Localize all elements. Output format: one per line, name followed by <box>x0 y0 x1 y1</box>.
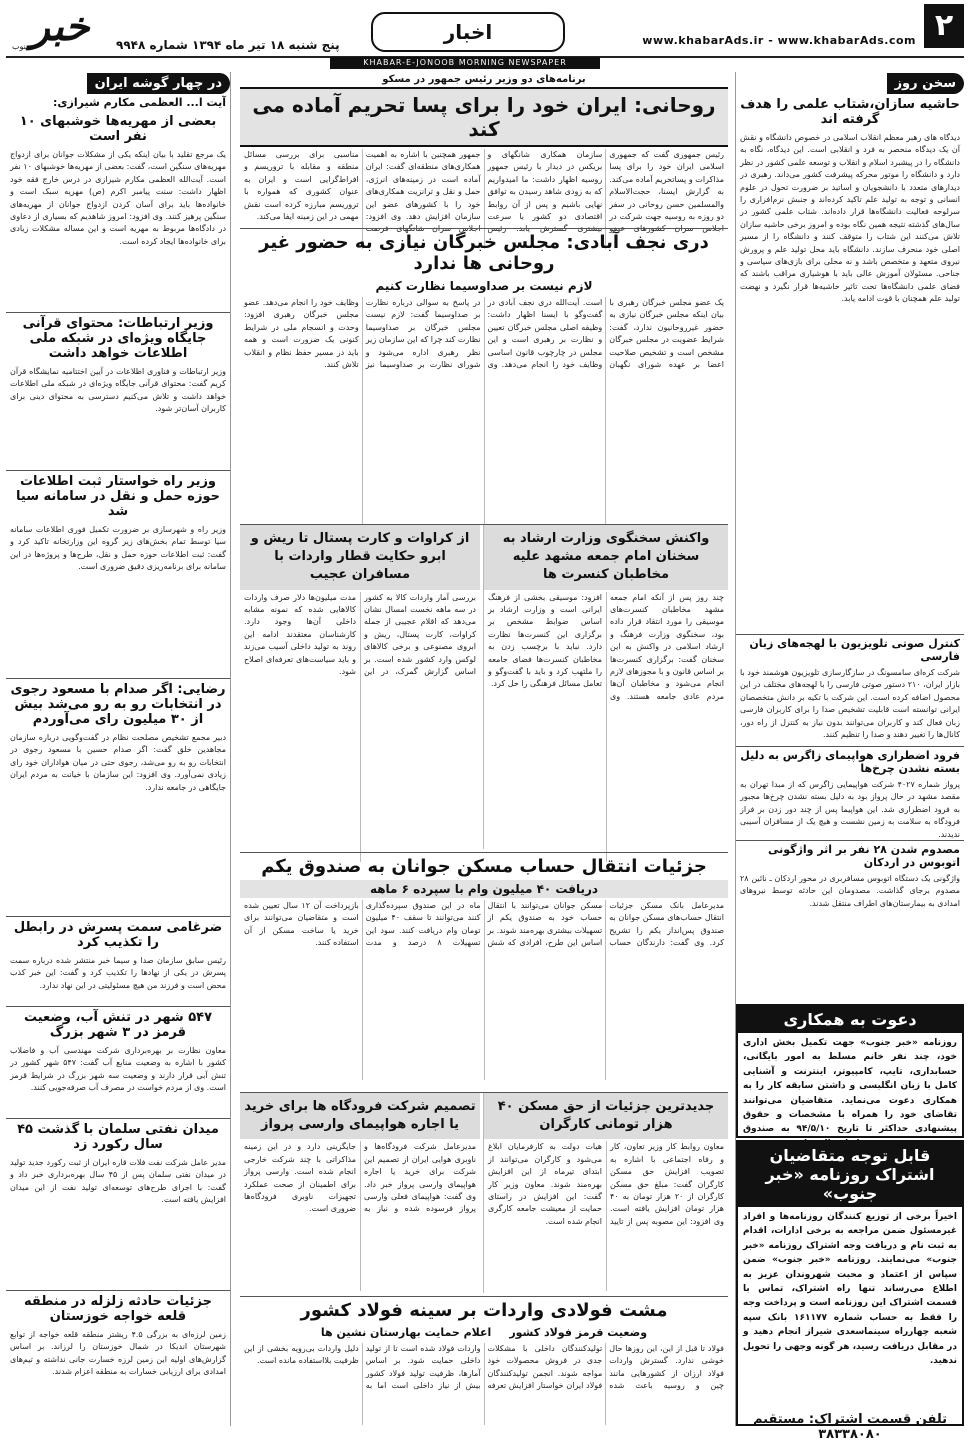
flight-body: پرواز شماره ۴۰۲۷ شرکت هواپیمایی زاگرس که از مبدا تهران به مقصد مشهد در حال پرواز بود به دلیل بسته نشدن چرخ‌ها مجبور به فرود اضطراری شد. این هواپیما پس از چند دور زدن بر فراز فرودگاه به سلامت به زمین نشست و هیچ یک از مسافران آسیبی ندیدند. <box>740 780 960 839</box>
subscription-title: قابل توجه متقاضیان اشتراک روزنامه «خبر جنوب» <box>738 1142 962 1207</box>
subscription-ad <box>736 1140 964 1442</box>
article-rouhani <box>240 72 728 234</box>
body-roads: وزیر راه و شهرسازی بر ضرورت تکمیل فوری اطلاعات سامانه سیا توسط تمام بخش‌های زیر گروه این وزارتخانه تاکید کرد و گفت: ثبت اطلاعات حوزه حمل و نقل، طرح‌ها و پروژه‌ها در این سامانه برای برنامه‌ریزی دقیق ضروری است. <box>10 525 226 572</box>
body-steel: فولاد تا قبل از این، این روزها حال خوشی ندارد. گسترش واردات فولاد ارزان از کشورهایی مانند چین و روسیه باعث شده تولیدکنندگان داخلی با مشکلات جدی در فروش محصولات خود مواجه شوند. انجمن تولیدکنندگان فولاد ایران خواستار افزایش تعرفه واردات فولاد شده است تا از تولید داخلی حمایت شود. بر اساس آمارها، ظرفیت تولید فولاد کشور بیش از نیاز داخلی است اما به دلیل واردات بی‌رویه بخشی از این ظرفیت بلااستفاده مانده است. <box>244 1344 724 1391</box>
tv-body: شرکت کره‌ای سامسونگ در سازگارسازی تلویزیون هوشمند خود با بازار ایران، ۲۱۰ دستور صوتی فارسی را با لهجه‌های مختلف در این محصول اضافه کرده است. این شرکت با تکیه بر دانش متخصصان ایرانی توانسته است قابلیت تشخیص صدا را برای کاربران فارسی زبان فعال کند و کاربران می‌توانند بدون نیاز به کنترل از راه دور، کانال‌ها را تغییر دهند و صدا را تنظیم کنند. <box>740 668 960 739</box>
body-makarem: یک مرجع تقلید با بیان اینکه یکی از مشکلات جوانان برای ازدواج مهریه‌های سنگین است، گفت: بعضی از مهریه‌ها خوشبهای ۱۰ نفر است. آیت‌الله العظمی مکارم شیرازی در درس خارج فقه خود اظهار داشت: سنت پیامبر اکرم (ص) مهریه سبک است و خانواده‌ها باید برای آسان کردن ازدواج جوانان از مهریه‌های سنگین پرهیز کنند. وی افزود: امروز شاهدیم که بسیاری از دعاوی در دادگاه‌ها مربوط به مهریه است و این مساله مشکلات زیادی برای خانواده‌ها ایجاد کرده است. <box>10 150 226 246</box>
newspaper-logo: خبر <box>30 3 90 50</box>
article-rezaei <box>6 678 230 915</box>
author-makarem: آیت ا... العظمی مکارم شیرازی: <box>53 96 226 109</box>
article-workers <box>483 1093 728 1293</box>
body-workers: معاون روابط کار وزیر تعاون، کار و رفاه اجتماعی با اشاره به تصویب افزایش حق مسکن کارگران گفت: مبلغ حق مسکن کارگران از ۲۰ هزار تومان به ۴۰ هزار تومان افزایش یافته است. وی افزود: این مصوبه پس از تایید هیات دولت به کارفرمایان ابلاغ می‌شود و کارگران می‌توانند از ابتدای تیرماه از این افزایش بهره‌مند شوند. معاون وزیر کار گفت: این افزایش در راستای حمایت از معیشت جامعه کارگری انجام شده است. <box>488 1142 724 1226</box>
section-title: اخبار <box>371 12 565 52</box>
article-water <box>6 1006 230 1117</box>
title-makarem: بعضی از مهریه‌ها خوشبهای ۱۰ نفر است <box>19 114 217 144</box>
article-row-2 <box>240 524 728 849</box>
page-number: ۲ <box>924 4 964 48</box>
left-rubric: در چهار گوشه ایران <box>87 73 230 94</box>
title-water: ۵۴۷ شهر در تنش آب، وضعیت قرمز در ۳ شهر بزرگ <box>23 1010 213 1040</box>
newspaper-logo-sub: جنوب <box>12 42 32 51</box>
article-ershad <box>483 525 728 849</box>
editorial-body: دیدگاه های رهبر معظم انقلاب اسلامی در خصوص دانشگاه و نقش آن یک دیدگاه منحصر به فرد و انقلابی است. این دیدگاه، نگاه به دانشگاه را در پیشبرد اسلام و انقلاب و توسعه علمی کشور در نظر دارد و دانشگاه را موتور محرکه پیشرفت کشور می‌داند. رهبری در دیدارهای متعدد با دانشجویان و اساتید بر ضرورت تحول در علوم انسانی و توجه به تولید علم تاکید کرده‌اند و جنبش نرم‌افزاری را سرلوحه فعالیت دانشگاه‌ها قرار داده‌اند. شتاب علمی کشور در سال‌های گذشته نتیجه همین نگاه بوده و امروز برخی حاشیه سازان تلاش می‌کنند این شتاب را متوقف کنند و دانشگاه را از مسیر اصلی خود منحرف سازند. دانشگاه باید محل تولید علم و پرورش نیروی متعهد و متخصص باشد و نه محلی برای بازی‌های سیاسی و جناحی. مسئولان آموزش عالی باید با هوشیاری مراقب باشند که فضای علمی دانشگاه‌ها تحت تاثیر حاشیه‌ها قرار نگیرد و نهضت تولید علم همچنان با قوت ادامه یابد. <box>740 133 960 304</box>
article-steel <box>240 1296 728 1427</box>
subhead-dorri: لازم نیست بر صداوسیما نظارت کنیم <box>375 279 593 293</box>
headline-maskan: جزئیات انتقال حساب مسکن جوانان به صندوق یکم <box>261 856 707 877</box>
hiring-ad <box>736 1004 964 1138</box>
body-ict: وزیر ارتباطات و فناوری اطلاعات در آیین اختتامیه نمایشگاه قرآن کریم گفت: محتوای قرآنی جایگاه ویژه‌ای در شبکه ملی اطلاعات خواهد داشت و تلاش می‌کنیم دسترسی به محتوای دینی برای کاربران آسان‌تر شود. <box>10 367 226 414</box>
article-ict <box>6 312 230 469</box>
title-quake: جزئیات حادثه زلزله در منطقه قلعه خواجه خوزستان <box>23 1294 212 1324</box>
editorial-block <box>736 72 964 632</box>
body-dorri: یک عضو مجلس خبرگان رهبری با بیان اینکه مجلس خبرگان نیازی به حضور غیرروحانیون ندارد، گفت: شرایط عضویت در مجلس خبرگان مشخص است و تشخیص صلاحیت اعضا بر عهده شورای نگهبان است. آیت‌الله دری نجف آبادی در گفت‌وگو با ایسنا اظهار داشت: وظیفه اصلی مجلس خبرگان تعیین و نظارت بر رهبری است و این مجلس در چارچوب قانون اساسی وظایف خود را انجام می‌دهد. وی در پاسخ به سوالی درباره نظارت بر صداوسیما گفت: لازم نیست مجلس خبرگان بر صداوسیما نظارت کند چرا که این سازمان زیر نظر رهبری اداره می‌شود و شورای نظارت بر صداوسیما نیز وظایف خود را انجام می‌دهد. عضو مجلس خبرگان رهبری افزود: وحدت و انسجام ملی در شرایط کنونی یک ضرورت است و همه باید در مسیر حفظ نظام و انقلاب تلاش کنند. <box>244 298 724 369</box>
article-roads <box>6 470 230 677</box>
bus-title: مصدوم شدن ۲۸ نفر بر اثر واژگونی اتوبوس در اردکان <box>768 843 960 869</box>
editorial-title: حاشیه سازان،شتاب علمی را هدف گرفته اند <box>740 97 960 127</box>
article-maskan <box>240 852 728 1089</box>
steel-subheads <box>240 1324 728 1341</box>
flight-title: فرود اضطراری هواپیمای زاگرس به دلیل بسته نشدن چرخ‌ها <box>740 749 960 775</box>
article-imports <box>240 525 480 849</box>
tv-title: کنترل صوتی تلویزیون با لهجه‌های زبان فارسی <box>749 637 960 663</box>
body-ershad: چند روز پس از آنکه امام جمعه مشهد مخاطبان کنسرت‌های موسیقی را مورد انتقاد قرار داده بود، سخنگوی وزارت فرهنگ و ارشاد اسلامی در واکنش به این سخنان گفت: برگزاری کنسرت‌ها بر اساس قانون و با مجوزهای لازم انجام می‌شود و مخاطبان آن‌ها مردم عادی جامعه هستند. وی افزود: موسیقی بخشی از فرهنگ ایرانی است و وزارت ارشاد بر اساس ضوابط مشخص بر برگزاری این کنسرت‌ها نظارت دارد. نباید با برچسب زدن به مخاطبان کنسرت‌ها فضای جامعه را ملتهب کرد و باید با گفت‌وگو و تعامل مسائل فرهنگی را حل کرد. <box>488 592 724 701</box>
article-airports <box>240 1093 480 1293</box>
flight-news <box>736 746 964 839</box>
body-water: معاون نظارت بر بهره‌برداری شرکت مهندسی آب و فاضلاب کشور با اشاره به وضعیت منابع آب گفت: ۵۴۷ شهر کشور در تنش آبی قرار دارند و وضعیت سه شهر بزرگ در شرایط قرمز است. وی از مردم خواست در مصرف آب صرفه‌جویی کنند. <box>10 1046 226 1093</box>
title-zarghami: ضرغامی سمت پسرش در رابطل را تکذیب کرد <box>13 920 223 950</box>
headline-steel: مشت فولادی واردات بر سینه فولاد کشور <box>300 1300 668 1321</box>
website-urls[interactable]: www.khabarAds.ir - www.khabarAds.com <box>642 34 916 47</box>
bus-news <box>736 840 964 1001</box>
subscription-body: اخیراً برخی از توزیع کنندگان روزنامه‌ها و افراد غیرمسئول ضمن مراجعه به برخی ادارات، اقدام به ثبت نام و دریافت وجه اشتراک روزنامه «خبر جنوب» می‌نمایند. روزنامه «خبر جنوب» ضمن سپاس از اعتماد و محبت شهروندان عزیز به اطلاع می‌رساند تنها راه اشتراک، تماس با قسمت اشتراک این روزنامه است و پرداخت وجه را فقط به حساب شماره ۱۶۱۱۷۷ بانک سپه شعبه چهارراه سینماسعدی شیراز انجام دهید و در مقابل دریافت رسید، هر گونه وجهی را تحویل ندهید. <box>743 1212 957 1366</box>
body-zarghami: رئیس سابق سازمان صدا و سیما خبر منتشر شده درباره سمت پسرش در یکی از نهادها را تکذیب کرد و گفت: این خبر کذب محض است و فرزند من هیچ مسئولیتی در این نهاد ندارد. <box>10 956 226 990</box>
body-oilfield: مدیر عامل شرکت نفت فلات قاره ایران از ثبت رکورد جدید تولید در میدان نفتی سلمان پس از ۴۵ سال بهره‌برداری خبر داد و گفت: با اجرای طرح‌های توسعه‌ای تولید نفت از این میدان افزایش یافته است. <box>10 1158 226 1205</box>
headline-airports: تصمیم شرکت فرودگاه ها برای خرید یا اجاره هواپیمای وارسی پرواز <box>240 1093 480 1139</box>
tv-news <box>736 634 964 745</box>
subhead-steel-support: اعلام حمایت بهارستان نشین ها <box>320 1326 492 1339</box>
masthead <box>6 4 964 58</box>
article-oilfield <box>6 1118 230 1289</box>
hiring-title: دعوت به همکاری <box>738 1006 962 1033</box>
body-maskan: مدیرعامل بانک مسکن جزئیات انتقال حساب‌های مسکن جوانان به صندوق پس‌انداز یکم را تشریح کرد. وی گفت: دارندگان حساب مسکن جوانان می‌توانند با انتقال حساب خود به صندوق یکم از تسهیلات بیشتری بهره‌مند شوند. بر اساس این طرح، افرادی که شش ماه در این صندوق سپرده‌گذاری کنند می‌توانند تا سقف ۴۰ میلیون تومان وام دریافت کنند. سود این تسهیلات ۸ درصد و مدت بازپرداخت آن ۱۲ سال تعیین شده است و متقاضیان می‌توانند برای خرید یا ساخت مسکن از آن استفاده کنند. <box>244 901 724 948</box>
english-band: KHABAR-E-JONOOB MORNING NEWSPAPER <box>330 57 600 69</box>
article-zarghami <box>6 916 230 1005</box>
article-quake <box>6 1290 230 1427</box>
dateline: پنج شنبه ۱۸ تیر ماه ۱۳۹۴ شماره ۹۹۴۸ <box>116 38 340 52</box>
bus-body: واژگونی یک دستگاه اتوبوس مسافربری در محور اردکان ـ نائین ۲۸ مصدوم برجای گذاشت. مصدومان این حادثه توسط نیروهای امدادی به بیمارستان‌های اطراف منتقل شدند. <box>740 874 960 908</box>
subscription-phone[interactable]: تلفن قسمت اشتراک: مستقیم ۳۸۳۳۸۰۸۰ <box>752 1412 948 1442</box>
body-imports: بررسی آمار واردات کالا به کشور در سه ماهه نخست امسال نشان می‌دهد که اقلام عجیبی از جمله کراوات، کارت پستال، ریش و ابروی مصنوعی و برخی کالاهای لوکس وارد کشور شده است. بر اساس گزارش گمرک، در این مدت میلیون‌ها دلار صرف واردات کالاهایی شده که نمونه مشابه داخلی آن‌ها وجود دارد. کارشناسان معتقدند ادامه این روند به تولید داخلی آسیب می‌زند و باید سیاست‌های تعرفه‌ای اصلاح شود. <box>244 592 476 676</box>
article-dorri <box>240 228 728 521</box>
editorial-rubric: سخن روز <box>887 73 964 94</box>
title-ict: وزیر ارتباطات: محتوای قرآنی جایگاه ویژه‌ای در شبکه ملی اطلاعات خواهد داشت <box>22 316 214 361</box>
title-oilfield: میدان نفتی سلمان با گذشت ۴۵ سال رکورد زد <box>17 1122 219 1152</box>
headline-ershad: واکنش سخنگوی وزارت ارشاد به سخنان امام جمعه مشهد علیه مخاطبان کنسرت ها <box>484 525 728 590</box>
hiring-body: روزنامه «خبر جنوب» جهت تکمیل بخش اداری خود، چند نفر خانم مسلط به امور بایگانی، حسابداری، تایپ، کامپیوتر، اینترنت و آشنایی کامل با زبان انگلیسی و داشتن سابقه کار را به همکاری دعوت می‌نماید. متقاضیان می‌توانند تقاضای خود را همراه با مشخصات و حقوق پیشنهادی حداکثر تا تاریخ ۹۴/۵/۱۰ به صندوق <box>743 1038 957 1135</box>
title-roads: وزیر راه خواستار ثبت اطلاعات حوزه حمل و نقل در سامانه سیا شد <box>16 474 220 519</box>
right-column <box>735 72 964 1442</box>
body-rezaei: دبیر مجمع تشخیص مصلحت نظام در گفت‌وگویی درباره سازمان مجاهدین خلق گفت: اگر صدام حسین با مسعود رجوی در انتخابات رو به رو می‌شد، رجوی حتی در میان هواداران خود رای زیادی نمی‌آورد. وی افزود: این سازمان با خیانت به مردم ایران جایگاهی در جامعه ندارد. <box>10 733 226 792</box>
middle-column <box>240 72 728 1426</box>
subhead-steel-red: وضعیت قرمز فولاد کشور <box>509 1326 648 1339</box>
article-row-4 <box>240 1092 728 1293</box>
title-rezaei: رضایی: اگر صدام با مسعود رجوی در انتخابات رو به رو می‌شد بیش از ۳۰ میلیون رای می‌آوردم <box>10 682 226 727</box>
headline-rouhani: روحانی: ایران خود را برای پسا تحریم آماده می کند <box>240 87 728 147</box>
kicker-rouhani: برنامه‌های دو وزیر رئیس جمهور در مسکو <box>382 74 586 85</box>
left-column <box>6 72 231 1426</box>
body-airports: مدیرعامل شرکت فرودگاه‌ها و ناوبری هوایی ایران از تصمیم این شرکت برای خرید یا اجاره هواپیمای وارسی پرواز خبر داد. وی گفت: هواپیمای فعلی وارسی پرواز فرسوده شده و نیاز به جایگزینی دارد و در این زمینه مذاکراتی با چند شرکت خارجی انجام شده است. وارسی پرواز برای اطمینان از صحت عملکرد تجهیزات ناوبری فرودگاه‌ها ضروری است. <box>244 1142 476 1214</box>
headline-workers: جدیدترین جزئیات از حق مسکن ۴۰ هزار تومانی کارگران <box>484 1093 728 1139</box>
body-quake: زمین لرزه‌ای به بزرگی ۴.۵ ریشتر منطقه قلعه خواجه از توابع شهرستان اندیکا در شمال خوزستان را لرزاند. بر اساس گزارش‌های اولیه این زمین لرزه خسارت جانی نداشته و تیم‌های امدادی برای ارزیابی خسارات به منطقه اعزام شدند. <box>10 1330 226 1377</box>
subhead-maskan: دریافت ۴۰ میلیون وام با سپرده ۶ ماهه <box>240 880 728 898</box>
headline-dorri: دری نجف آبادی: مجلس خبرگان نیازی به حضور غیر روحانی ها ندارد <box>259 232 709 274</box>
article-makarem <box>6 72 230 310</box>
body-rouhani: رئیس جمهوری گفت که جمهوری اسلامی ایران خود را برای پسا مذاکرات و پساتحریم آماده می‌کند. به گزارش ایسنا، حجت‌الاسلام والمسلمین حسن روحانی در سفر دو روزه به روسیه جهت شرکت در اجلاس سران کشورهای عضو سازمان همکاری شانگهای و بریکس در دیدار با رئیس جمهور روسیه اظهار داشت: ما امیدواریم که به زودی شاهد رسیدن به توافق نهایی باشیم و پس از آن روابط اقتصادی دو کشور با سرعت بیشتری گسترش یابد. رئیس جمهور همچنین با اشاره به اهمیت همکاری‌های منطقه‌ای گفت: ایران آماده است در زمینه‌های انرژی، حمل و نقل و ترانزیت همکاری‌های خود را با کشورهای عضو این سازمان افزایش دهد. وی افزود: اجلاس سران شانگهای فرصت مناسبی برای بررسی مسائل منطقه و مقابله با تروریسم و افراط‌گرایی است و ایران به عنوان کشوری که همواره با تروریسم مبارزه کرده است نقش مهمی در این زمینه ایفا می‌کند. <box>244 150 724 234</box>
headline-imports: از کراوات و کارت پستال تا ریش و ابرو حکایت قطار واردات با مسافران عجیب <box>240 525 480 590</box>
